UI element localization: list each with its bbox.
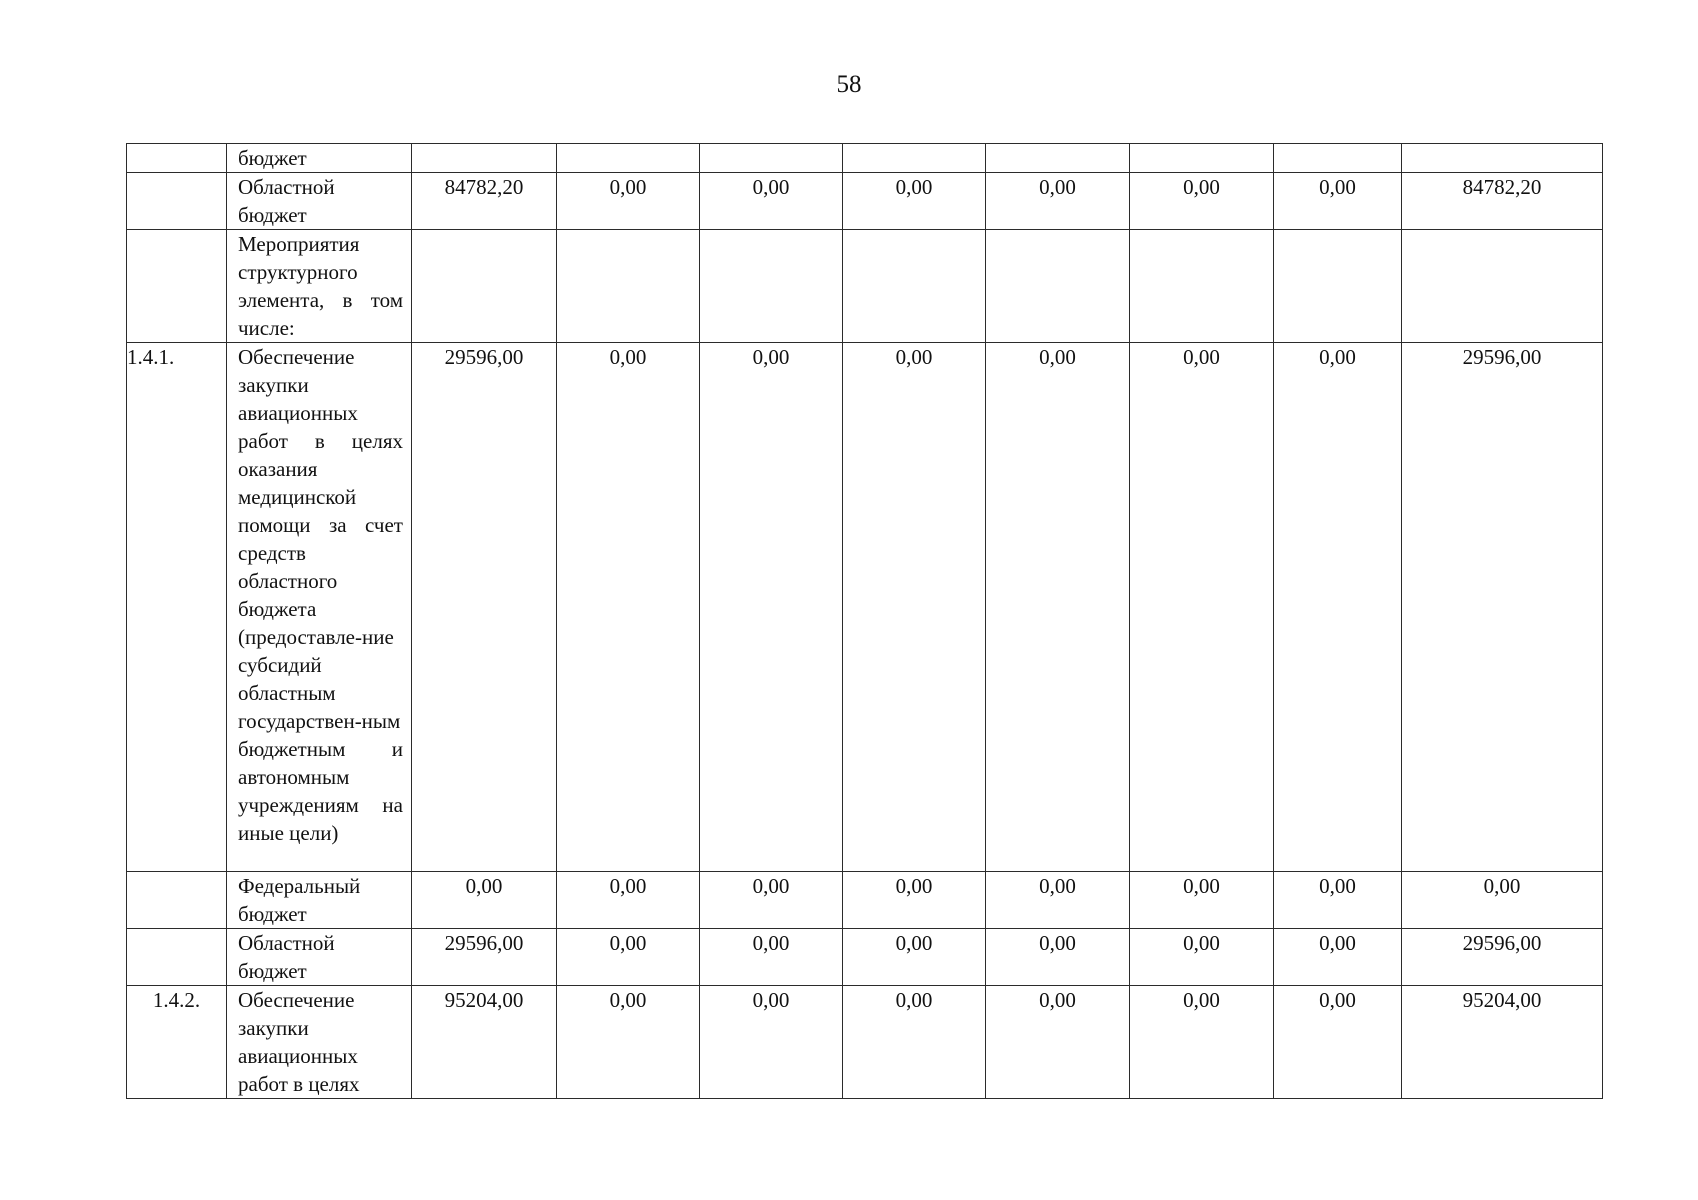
value-cell: 0,00 bbox=[1130, 929, 1274, 986]
value-cell: 0,00 bbox=[843, 986, 986, 1099]
value-cell: 0,00 bbox=[557, 986, 700, 1099]
value-cell: 0,00 bbox=[843, 173, 986, 230]
value-cell: 0,00 bbox=[1402, 872, 1603, 929]
table-row bbox=[127, 929, 1603, 986]
budget-table bbox=[126, 143, 1603, 1099]
table-row bbox=[127, 872, 1603, 929]
value-cell bbox=[700, 144, 843, 173]
table-row bbox=[127, 144, 1603, 173]
value-cell: 0,00 bbox=[700, 872, 843, 929]
value-cell: 0,00 bbox=[557, 343, 700, 872]
value-cell bbox=[1130, 144, 1274, 173]
value-cell: 29596,00 bbox=[1402, 343, 1603, 872]
value-cell: 95204,00 bbox=[412, 986, 557, 1099]
value-cell bbox=[557, 144, 700, 173]
value-cell: 0,00 bbox=[1130, 173, 1274, 230]
value-cell: 0,00 bbox=[843, 929, 986, 986]
row-name-cell: Федеральный бюджет bbox=[227, 872, 412, 929]
value-cell bbox=[1274, 230, 1402, 343]
row-name-cell: Мероприятия структурного элемента, в том числе: bbox=[227, 230, 412, 343]
value-cell bbox=[1130, 230, 1274, 343]
value-cell bbox=[700, 230, 843, 343]
value-cell: 0,00 bbox=[1274, 929, 1402, 986]
value-cell: 0,00 bbox=[1274, 872, 1402, 929]
value-cell: 0,00 bbox=[1130, 872, 1274, 929]
row-code-cell bbox=[127, 230, 227, 343]
value-cell: 0,00 bbox=[1274, 173, 1402, 230]
value-cell: 0,00 bbox=[700, 173, 843, 230]
row-code-cell: 1.4.1. bbox=[127, 343, 227, 872]
value-cell bbox=[1274, 144, 1402, 173]
value-cell: 29596,00 bbox=[412, 343, 557, 872]
value-cell bbox=[986, 230, 1130, 343]
row-name-cell: Областной бюджет bbox=[227, 929, 412, 986]
value-cell bbox=[1402, 230, 1603, 343]
table-row bbox=[127, 173, 1603, 230]
value-cell: 0,00 bbox=[843, 872, 986, 929]
value-cell: 0,00 bbox=[700, 986, 843, 1099]
value-cell: 0,00 bbox=[557, 929, 700, 986]
row-name-cell: Обеспечение закупки авиационных работ в целях bbox=[227, 986, 412, 1099]
value-cell: 0,00 bbox=[1130, 343, 1274, 872]
value-cell: 29596,00 bbox=[412, 929, 557, 986]
value-cell: 0,00 bbox=[700, 343, 843, 872]
row-code-cell: 1.4.2. bbox=[127, 986, 227, 1099]
value-cell: 0,00 bbox=[1274, 986, 1402, 1099]
row-name-cell: Обеспечение закупки авиационных работ в целях оказания медицинской помощи за счет средств областного бюджета (предоставле-ние субсидий областным государствен-ным бюджетным и автономным учреждениям на иные цели) bbox=[227, 343, 412, 872]
value-cell: 29596,00 bbox=[1402, 929, 1603, 986]
table-row bbox=[127, 230, 1603, 343]
value-cell: 0,00 bbox=[1274, 343, 1402, 872]
value-cell: 84782,20 bbox=[1402, 173, 1603, 230]
row-name-cell: бюджет bbox=[227, 144, 412, 173]
value-cell: 0,00 bbox=[843, 343, 986, 872]
value-cell: 0,00 bbox=[700, 929, 843, 986]
value-cell: 0,00 bbox=[412, 872, 557, 929]
value-cell: 95204,00 bbox=[1402, 986, 1603, 1099]
value-cell: 0,00 bbox=[986, 986, 1130, 1099]
value-cell: 0,00 bbox=[986, 343, 1130, 872]
row-code-cell bbox=[127, 872, 227, 929]
value-cell bbox=[412, 144, 557, 173]
value-cell bbox=[843, 230, 986, 343]
value-cell: 0,00 bbox=[986, 929, 1130, 986]
value-cell bbox=[1402, 144, 1603, 173]
row-code-cell bbox=[127, 929, 227, 986]
row-code-cell bbox=[127, 144, 227, 173]
value-cell: 0,00 bbox=[986, 872, 1130, 929]
value-cell: 0,00 bbox=[557, 872, 700, 929]
value-cell: 0,00 bbox=[1130, 986, 1274, 1099]
value-cell bbox=[412, 230, 557, 343]
value-cell: 84782,20 bbox=[412, 173, 557, 230]
value-cell: 0,00 bbox=[557, 173, 700, 230]
table-row bbox=[127, 343, 1603, 872]
value-cell bbox=[843, 144, 986, 173]
value-cell: 0,00 bbox=[986, 173, 1130, 230]
row-code-cell bbox=[127, 173, 227, 230]
page-number: 58 bbox=[836, 71, 862, 98]
value-cell bbox=[557, 230, 700, 343]
row-name-cell: Областной бюджет bbox=[227, 173, 412, 230]
table-row bbox=[127, 986, 1603, 1099]
value-cell bbox=[986, 144, 1130, 173]
